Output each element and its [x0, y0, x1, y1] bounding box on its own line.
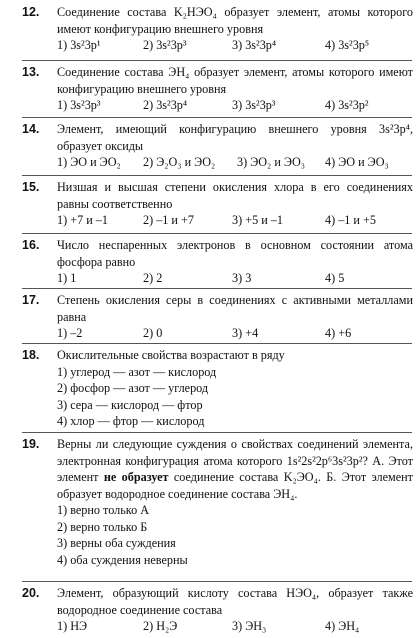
question-text: Степень окисления серы в соединениях с активными металлами равна: [57, 293, 413, 324]
answer-option[interactable]: 2) фосфор — азот — углерод: [57, 381, 209, 395]
answer-option[interactable]: 1) верно только А: [57, 503, 150, 517]
question-text: [57, 436, 413, 502]
question-text: Элемент, образующий кислоту состава HЭO₄, образует также водородное соединение состава: [57, 586, 413, 617]
answer-option[interactable]: 2) –1 и +7: [143, 213, 194, 227]
question-text: Число неспаренных электронов в основном состоянии атома фосфора равно: [57, 238, 413, 269]
answer-option[interactable]: 1) ЭO и ЭO₂: [57, 155, 121, 169]
answer-option[interactable]: 2) Э₂O₃ и ЭO₂: [143, 155, 216, 169]
question-19: [0, 436, 419, 568]
question-text: Соединение состава K₂HЭO₄ образует элемент, атомы которого имеют конфигурацию внешнего уровня: [57, 5, 413, 36]
answer-option[interactable]: 3) 3: [232, 271, 252, 285]
answer-option[interactable]: 3) 3s²3p⁴: [232, 38, 277, 52]
answer-option[interactable]: 1) 1: [57, 271, 77, 285]
answer-options: [57, 502, 419, 568]
answer-option[interactable]: 1) –2: [57, 326, 83, 340]
answer-options: [57, 325, 419, 342]
question-text-part: Верны ли следующие суждения о свойствах соединений элемента, электронная конфигурация атома которого 1s²2s²2p⁶3s²3p²? А. Этот элемент: [57, 437, 413, 484]
question-17: [0, 292, 419, 342]
question-text: Элемент, имеющий конфигурацию внешнего уровня 3s²3p⁴, образует оксиды: [57, 122, 413, 153]
answer-option[interactable]: 2) H₂Э: [143, 619, 178, 633]
answer-options: [57, 37, 419, 54]
answer-option[interactable]: 3) ЭO₂ и ЭO₃: [237, 155, 306, 169]
answer-option[interactable]: 2) 2: [143, 271, 163, 285]
divider: [22, 60, 412, 61]
question-number: 19.: [22, 437, 40, 451]
answer-option[interactable]: 4) оба суждения неверны: [57, 552, 188, 567]
question-text: Соединение состава ЭH₄ образует элемент, атомы которого имеют конфигурацию внешнего уровня: [57, 65, 413, 96]
question-text: Окислительные свойства возрастают в ряду: [57, 348, 285, 362]
question-number: 20.: [22, 586, 40, 600]
answer-option[interactable]: 1) HЭ: [57, 619, 88, 633]
divider: [22, 233, 412, 234]
answer-option[interactable]: 3) +5 и –1: [232, 213, 283, 227]
divider: [22, 581, 412, 582]
divider: [22, 432, 412, 433]
answer-option[interactable]: 2) верно только Б: [57, 519, 148, 534]
question-number: 15.: [22, 180, 40, 194]
question-16: [0, 237, 419, 287]
answer-option[interactable]: 4) –1 и +5: [325, 213, 376, 227]
question-14: [0, 121, 419, 171]
question-number: 16.: [22, 238, 40, 252]
question-13: [0, 64, 419, 114]
answer-option[interactable]: 2) 3s²3p⁴: [143, 98, 188, 112]
answer-option[interactable]: 4) ЭO и ЭO₃: [325, 155, 389, 169]
divider: [22, 175, 412, 176]
answer-options: [57, 364, 419, 430]
answer-option[interactable]: 4) +6: [325, 326, 352, 340]
question-20: [0, 585, 419, 635]
answer-option[interactable]: 3) верны оба суждения: [57, 536, 176, 550]
answer-option[interactable]: 1) +7 и –1: [57, 213, 108, 227]
answer-option[interactable]: 3) +4: [232, 326, 259, 340]
answer-option[interactable]: 4) 3s²3p²: [325, 98, 369, 112]
question-number: 14.: [22, 122, 40, 136]
answer-options: [57, 97, 419, 114]
answer-options: [57, 270, 419, 287]
answer-options: [57, 154, 419, 171]
question-18: [0, 347, 419, 430]
answer-option[interactable]: 2) 0: [143, 326, 163, 340]
question-number: 17.: [22, 293, 40, 307]
question-number: 13.: [22, 65, 40, 79]
divider: [22, 343, 412, 344]
answer-option[interactable]: 2) 3s²3p³: [143, 38, 187, 52]
question-12: [0, 4, 419, 54]
emphasis-text: не образует: [103, 470, 169, 484]
answer-option[interactable]: 1) 3s²3p³: [57, 98, 101, 112]
answer-option[interactable]: 1) углерод — азот — кислород: [57, 364, 217, 379]
answer-option[interactable]: 3) ЭH₃: [232, 619, 267, 633]
question-text: Низшая и высшая степени окисления хлора в его соединениях равны соответственно: [57, 180, 413, 211]
question-number: 12.: [22, 5, 40, 19]
question-number: 18.: [22, 348, 40, 362]
answer-options: [57, 618, 419, 635]
answer-option[interactable]: 3) 3s²3p³: [232, 98, 276, 112]
answer-option[interactable]: 4) хлор — фтор — кислород: [57, 414, 205, 428]
answer-option[interactable]: 4) 3s²3p⁵: [325, 38, 370, 52]
question-text-part: соединение состава K₂ЭO₄. Б. Этот элемент образует водородное соединение состава ЭH₄.: [57, 470, 414, 501]
answer-option[interactable]: 4) ЭH₄: [325, 619, 360, 633]
answer-option[interactable]: 3) сера — кислород — фтор: [57, 397, 203, 412]
answer-options: [57, 212, 419, 229]
answer-option[interactable]: 1) 3s²3p¹: [57, 38, 101, 52]
divider: [22, 288, 412, 289]
question-15: [0, 179, 419, 229]
divider: [22, 117, 412, 118]
answer-option[interactable]: 4) 5: [325, 271, 345, 285]
